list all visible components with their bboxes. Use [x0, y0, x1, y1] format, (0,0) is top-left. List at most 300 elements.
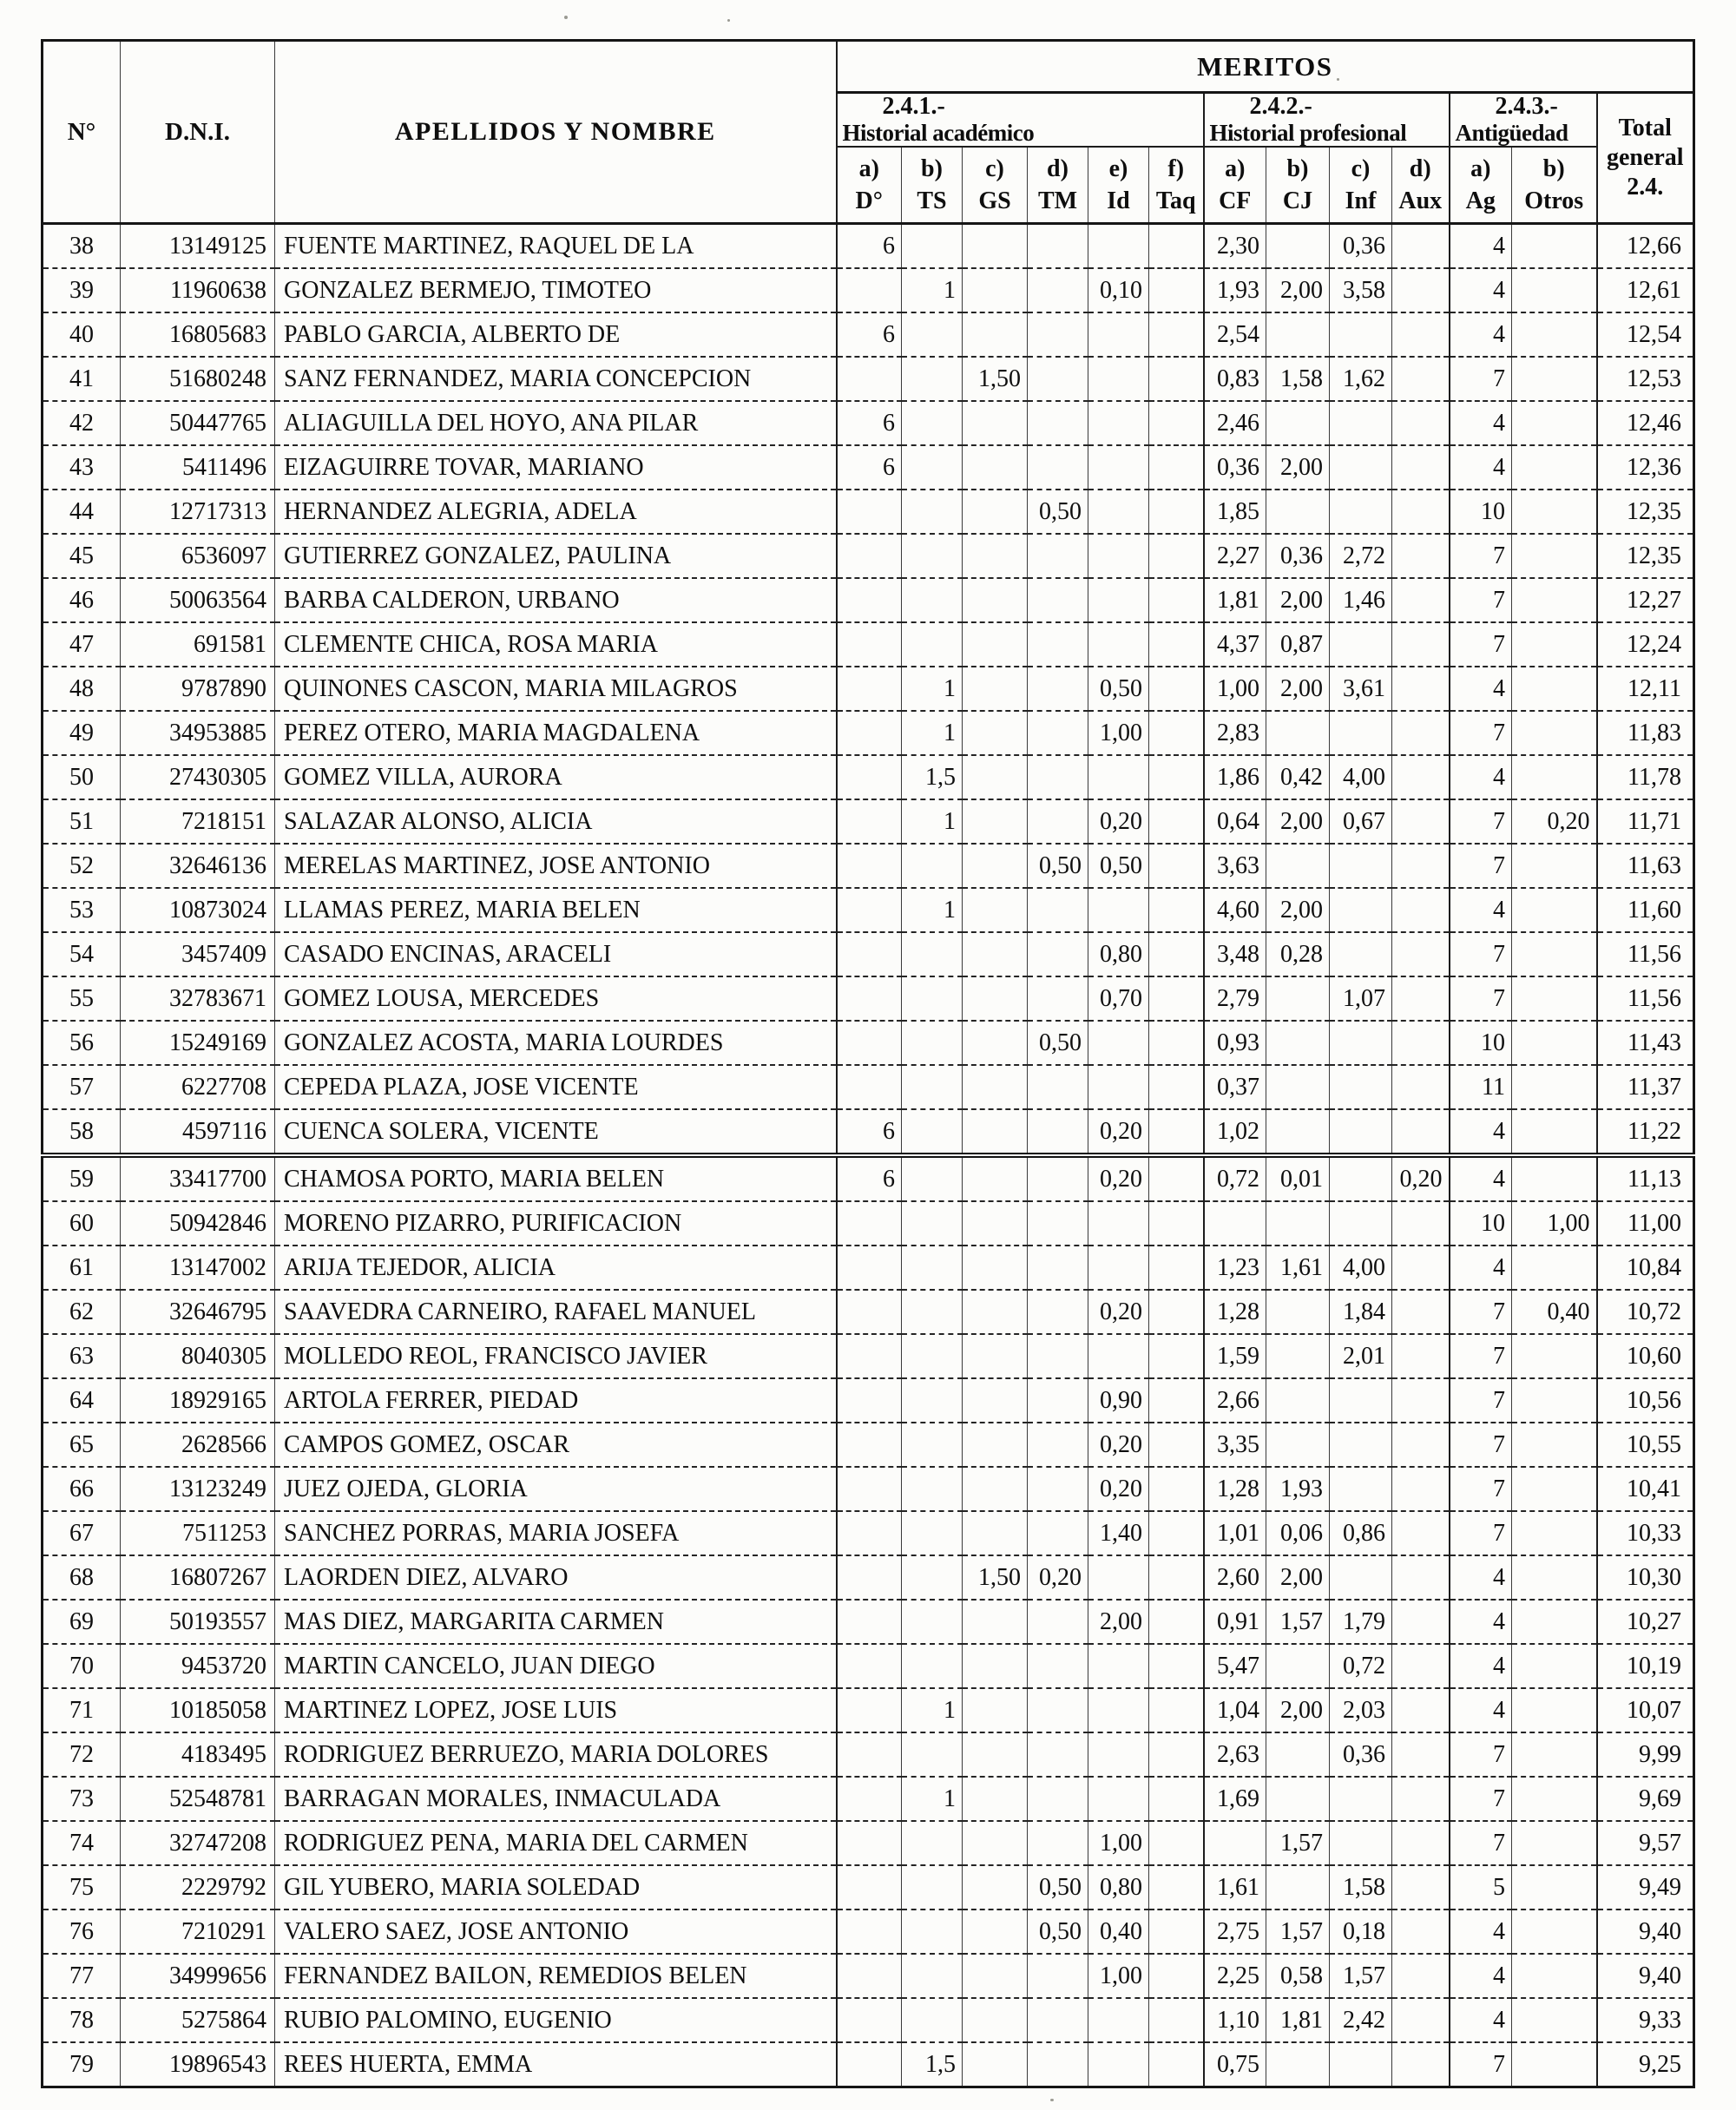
group-code: 2.4.3.- — [1495, 93, 1558, 120]
cell-taq — [1149, 1155, 1204, 1201]
cell-d — [837, 755, 902, 799]
table-row — [43, 1467, 1694, 1511]
sub-column-abbr: TM — [1037, 187, 1078, 214]
group-label: Historial profesional — [1209, 120, 1407, 146]
cell-total: 9,33 — [1597, 1998, 1694, 2042]
cell-number: 50 — [43, 755, 121, 799]
cell-cf: 1,04 — [1204, 1688, 1266, 1732]
cell-aux — [1392, 534, 1450, 578]
cell-gs — [963, 1954, 1028, 1998]
cell-gs — [963, 888, 1028, 932]
cell-otros — [1512, 1688, 1597, 1732]
cell-taq — [1149, 1865, 1204, 1910]
cell-otros — [1512, 1378, 1597, 1423]
cell-ag: 4 — [1450, 755, 1512, 799]
cell-dni: 50193557 — [121, 1600, 275, 1644]
table-row — [43, 667, 1694, 711]
cell-name: FERNANDEZ BAILON, REMEDIOS BELEN — [275, 1954, 837, 1998]
cell-taq — [1149, 401, 1204, 445]
cell-cj: 2,00 — [1266, 445, 1330, 490]
cell-cj — [1266, 1021, 1330, 1065]
cell-inf: 0,86 — [1330, 1511, 1392, 1555]
cell-taq — [1149, 888, 1204, 932]
cell-ag: 7 — [1450, 1821, 1512, 1865]
table-header — [43, 41, 1694, 224]
cell-otros — [1512, 357, 1597, 401]
cell-ag: 4 — [1450, 268, 1512, 312]
cell-dni: 13149125 — [121, 224, 275, 269]
cell-d — [837, 1644, 902, 1688]
cell-total: 10,19 — [1597, 1644, 1694, 1688]
cell-gs — [963, 1201, 1028, 1246]
cell-number: 63 — [43, 1334, 121, 1378]
cell-cf: 0,91 — [1204, 1600, 1266, 1644]
cell-ag: 7 — [1450, 1334, 1512, 1378]
cell-name: GONZALEZ BERMEJO, TIMOTEO — [275, 268, 837, 312]
merit-table — [41, 39, 1695, 2088]
cell-ts — [902, 1109, 963, 1155]
cell-ag: 4 — [1450, 224, 1512, 269]
cell-tm — [1028, 312, 1088, 357]
cell-d — [837, 667, 902, 711]
group-label: Historial académico — [842, 120, 1035, 146]
cell-otros — [1512, 1423, 1597, 1467]
cell-aux — [1392, 1467, 1450, 1511]
cell-d — [837, 1065, 902, 1109]
cell-otros — [1512, 1021, 1597, 1065]
cell-cj: 1,81 — [1266, 1998, 1330, 2042]
cell-d — [837, 1732, 902, 1777]
total-line: general — [1606, 144, 1684, 171]
cell-number: 47 — [43, 622, 121, 667]
cell-dni: 691581 — [121, 622, 275, 667]
cell-id: 0,70 — [1088, 976, 1149, 1021]
cell-tm: 0,50 — [1028, 1865, 1088, 1910]
cell-id: 0,20 — [1088, 1155, 1149, 1201]
cell-aux — [1392, 1290, 1450, 1334]
column-header-total — [1597, 93, 1694, 224]
cell-aux — [1392, 1109, 1450, 1155]
cell-otros — [1512, 401, 1597, 445]
cell-d — [837, 1998, 902, 2042]
cell-number: 43 — [43, 445, 121, 490]
cell-aux — [1392, 1021, 1450, 1065]
cell-name: ARTOLA FERRER, PIEDAD — [275, 1378, 837, 1423]
sub-column-letter: e) — [1108, 155, 1128, 182]
cell-inf — [1330, 622, 1392, 667]
cell-number: 48 — [43, 667, 121, 711]
sub-column-header-ag — [1450, 147, 1512, 224]
cell-tm: 0,50 — [1028, 490, 1088, 534]
cell-id: 1,00 — [1088, 1954, 1149, 1998]
cell-d — [837, 490, 902, 534]
cell-inf — [1330, 888, 1392, 932]
cell-name: MERELAS MARTINEZ, JOSE ANTONIO — [275, 844, 837, 888]
group-code: 2.4.1.- — [882, 93, 945, 120]
cell-gs — [963, 932, 1028, 976]
cell-total: 12,11 — [1597, 667, 1694, 711]
cell-taq — [1149, 1201, 1204, 1246]
scan-speck — [1050, 2099, 1054, 2101]
cell-tm — [1028, 401, 1088, 445]
cell-id: 0,10 — [1088, 268, 1149, 312]
sub-column-header-cf — [1204, 147, 1266, 224]
cell-gs — [963, 1290, 1028, 1334]
cell-cj — [1266, 1378, 1330, 1423]
cell-taq — [1149, 1954, 1204, 1998]
cell-inf: 2,03 — [1330, 1688, 1392, 1732]
cell-d — [837, 1201, 902, 1246]
cell-tm — [1028, 224, 1088, 269]
cell-gs — [963, 1511, 1028, 1555]
cell-inf — [1330, 312, 1392, 357]
cell-d: 6 — [837, 1155, 902, 1201]
cell-aux — [1392, 1600, 1450, 1644]
cell-aux — [1392, 268, 1450, 312]
cell-cf: 2,79 — [1204, 976, 1266, 1021]
cell-ag: 10 — [1450, 1021, 1512, 1065]
cell-tm — [1028, 1201, 1088, 1246]
cell-ts: 1,5 — [902, 755, 963, 799]
cell-id: 1,00 — [1088, 1821, 1149, 1865]
cell-id: 2,00 — [1088, 1600, 1149, 1644]
sub-column-abbr: GS — [978, 187, 1011, 214]
cell-gs: 1,50 — [963, 357, 1028, 401]
cell-taq — [1149, 578, 1204, 622]
cell-cf: 1,02 — [1204, 1109, 1266, 1155]
cell-tm — [1028, 578, 1088, 622]
cell-tm — [1028, 1821, 1088, 1865]
cell-total: 10,07 — [1597, 1688, 1694, 1732]
cell-gs — [963, 1065, 1028, 1109]
cell-total: 9,40 — [1597, 1954, 1694, 1998]
cell-cj: 1,57 — [1266, 1821, 1330, 1865]
cell-otros — [1512, 622, 1597, 667]
cell-ts — [902, 1201, 963, 1246]
cell-cj: 2,00 — [1266, 1555, 1330, 1600]
cell-id — [1088, 1334, 1149, 1378]
cell-ag: 7 — [1450, 1467, 1512, 1511]
cell-ts: 1 — [902, 268, 963, 312]
cell-cj: 2,00 — [1266, 667, 1330, 711]
cell-cj — [1266, 976, 1330, 1021]
cell-taq — [1149, 1065, 1204, 1109]
cell-cf: 0,93 — [1204, 1021, 1266, 1065]
cell-gs: 1,50 — [963, 1555, 1028, 1600]
sub-column-abbr: Inf — [1345, 187, 1377, 214]
cell-dni: 2628566 — [121, 1423, 275, 1467]
cell-name: MARTIN CANCELO, JUAN DIEGO — [275, 1644, 837, 1688]
cell-gs — [963, 1467, 1028, 1511]
cell-id — [1088, 622, 1149, 667]
cell-aux — [1392, 711, 1450, 755]
cell-aux — [1392, 799, 1450, 844]
cell-ts: 1 — [902, 711, 963, 755]
cell-aux — [1392, 1954, 1450, 1998]
group-label: Antigüedad — [1455, 120, 1568, 146]
cell-name: ARIJA TEJEDOR, ALICIA — [275, 1246, 837, 1290]
cell-number: 67 — [43, 1511, 121, 1555]
cell-total: 12,35 — [1597, 534, 1694, 578]
cell-otros — [1512, 2042, 1597, 2087]
cell-gs — [963, 490, 1028, 534]
table-row — [43, 622, 1694, 667]
cell-ts — [902, 1290, 963, 1334]
cell-tm — [1028, 799, 1088, 844]
cell-ag: 4 — [1450, 401, 1512, 445]
cell-cf: 1,81 — [1204, 578, 1266, 622]
cell-name: RODRIGUEZ BERRUEZO, MARIA DOLORES — [275, 1732, 837, 1777]
cell-name: QUINONES CASCON, MARIA MILAGROS — [275, 667, 837, 711]
cell-cf: 1,86 — [1204, 755, 1266, 799]
table-row — [43, 888, 1694, 932]
cell-gs — [963, 1600, 1028, 1644]
cell-d: 6 — [837, 401, 902, 445]
cell-inf: 0,36 — [1330, 224, 1392, 269]
cell-otros: 0,40 — [1512, 1290, 1597, 1334]
cell-number: 54 — [43, 932, 121, 976]
cell-cj — [1266, 844, 1330, 888]
cell-taq — [1149, 1732, 1204, 1777]
cell-gs — [963, 445, 1028, 490]
cell-cf: 0,37 — [1204, 1065, 1266, 1109]
cell-aux — [1392, 1732, 1450, 1777]
cell-total: 10,55 — [1597, 1423, 1694, 1467]
cell-cj: 2,00 — [1266, 1688, 1330, 1732]
cell-total: 12,66 — [1597, 224, 1694, 269]
cell-dni: 9787890 — [121, 667, 275, 711]
sub-column-letter: a) — [858, 155, 879, 182]
cell-gs — [963, 1334, 1028, 1378]
cell-aux: 0,20 — [1392, 1155, 1450, 1201]
cell-cj: 1,61 — [1266, 1246, 1330, 1290]
table-row — [43, 711, 1694, 755]
cell-name: EIZAGUIRRE TOVAR, MARIANO — [275, 445, 837, 490]
cell-inf — [1330, 1555, 1392, 1600]
cell-ts — [902, 357, 963, 401]
cell-dni: 7218151 — [121, 799, 275, 844]
cell-otros — [1512, 1246, 1597, 1290]
cell-number: 77 — [43, 1954, 121, 1998]
cell-inf: 1,84 — [1330, 1290, 1392, 1334]
cell-cj: 2,00 — [1266, 888, 1330, 932]
sub-column-header-d° — [837, 147, 902, 224]
cell-aux — [1392, 357, 1450, 401]
cell-inf: 4,00 — [1330, 1246, 1392, 1290]
cell-name: SAAVEDRA CARNEIRO, RAFAEL MANUEL — [275, 1290, 837, 1334]
cell-gs — [963, 711, 1028, 755]
sub-column-abbr: Aux — [1398, 187, 1443, 214]
cell-cf: 0,64 — [1204, 799, 1266, 844]
cell-dni: 34999656 — [121, 1954, 275, 1998]
cell-number: 39 — [43, 268, 121, 312]
cell-tm — [1028, 2042, 1088, 2087]
cell-inf — [1330, 401, 1392, 445]
cell-gs — [963, 1021, 1028, 1065]
cell-cj — [1266, 1109, 1330, 1155]
cell-total: 12,27 — [1597, 578, 1694, 622]
cell-inf — [1330, 1378, 1392, 1423]
cell-cf: 3,48 — [1204, 932, 1266, 976]
cell-gs — [963, 1910, 1028, 1954]
cell-aux — [1392, 445, 1450, 490]
cell-id: 0,50 — [1088, 844, 1149, 888]
total-line: 2.4. — [1627, 174, 1664, 200]
cell-ts — [902, 1511, 963, 1555]
cell-inf: 0,72 — [1330, 1644, 1392, 1688]
cell-dni: 5275864 — [121, 1998, 275, 2042]
cell-cf — [1204, 1821, 1266, 1865]
cell-inf — [1330, 1777, 1392, 1821]
cell-taq — [1149, 799, 1204, 844]
cell-name: SANCHEZ PORRAS, MARIA JOSEFA — [275, 1511, 837, 1555]
cell-tm — [1028, 711, 1088, 755]
cell-cf: 3,63 — [1204, 844, 1266, 888]
cell-id — [1088, 224, 1149, 269]
cell-aux — [1392, 1777, 1450, 1821]
cell-inf: 1,46 — [1330, 578, 1392, 622]
cell-cj — [1266, 1334, 1330, 1378]
cell-taq — [1149, 1644, 1204, 1688]
sub-column-abbr: CF — [1219, 187, 1252, 214]
cell-number: 73 — [43, 1777, 121, 1821]
table-row — [43, 312, 1694, 357]
cell-number: 46 — [43, 578, 121, 622]
cell-cj: 0,87 — [1266, 622, 1330, 667]
cell-aux — [1392, 1555, 1450, 1600]
cell-gs — [963, 976, 1028, 1021]
cell-tm — [1028, 1688, 1088, 1732]
cell-inf: 0,36 — [1330, 1732, 1392, 1777]
table-row — [43, 1644, 1694, 1688]
cell-ag: 4 — [1450, 1555, 1512, 1600]
cell-ag: 7 — [1450, 976, 1512, 1021]
cell-cj: 1,93 — [1266, 1467, 1330, 1511]
cell-aux — [1392, 1246, 1450, 1290]
cell-taq — [1149, 1555, 1204, 1600]
cell-cf: 3,35 — [1204, 1423, 1266, 1467]
cell-aux — [1392, 578, 1450, 622]
cell-total: 11,56 — [1597, 976, 1694, 1021]
cell-d — [837, 1954, 902, 1998]
cell-name: SANZ FERNANDEZ, MARIA CONCEPCION — [275, 357, 837, 401]
column-header-name: APELLIDOS Y NOMBRE — [275, 41, 837, 224]
cell-taq — [1149, 1246, 1204, 1290]
cell-taq — [1149, 1777, 1204, 1821]
cell-d — [837, 534, 902, 578]
cell-aux — [1392, 1201, 1450, 1246]
cell-number: 42 — [43, 401, 121, 445]
cell-gs — [963, 1109, 1028, 1155]
cell-gs — [963, 578, 1028, 622]
cell-aux — [1392, 1423, 1450, 1467]
sub-column-letter: d) — [1047, 155, 1069, 182]
cell-tm — [1028, 268, 1088, 312]
cell-cj: 1,58 — [1266, 357, 1330, 401]
cell-ts — [902, 932, 963, 976]
cell-name: HERNANDEZ ALEGRIA, ADELA — [275, 490, 837, 534]
cell-ts — [902, 578, 963, 622]
cell-tm — [1028, 976, 1088, 1021]
cell-otros — [1512, 1155, 1597, 1201]
table-row — [43, 534, 1694, 578]
cell-inf — [1330, 2042, 1392, 2087]
cell-gs — [963, 1777, 1028, 1821]
cell-number: 69 — [43, 1600, 121, 1644]
cell-inf: 1,62 — [1330, 357, 1392, 401]
cell-gs — [963, 1378, 1028, 1423]
cell-taq — [1149, 1467, 1204, 1511]
cell-tm — [1028, 1378, 1088, 1423]
cell-cj — [1266, 224, 1330, 269]
cell-total: 11,37 — [1597, 1065, 1694, 1109]
cell-total: 10,27 — [1597, 1600, 1694, 1644]
cell-total: 9,57 — [1597, 1821, 1694, 1865]
cell-d — [837, 888, 902, 932]
cell-otros: 0,20 — [1512, 799, 1597, 844]
sub-column-letter: b) — [921, 155, 943, 182]
cell-ag: 4 — [1450, 1910, 1512, 1954]
cell-ag: 4 — [1450, 1155, 1512, 1201]
table-row — [43, 976, 1694, 1021]
cell-cj — [1266, 1290, 1330, 1334]
cell-taq — [1149, 1511, 1204, 1555]
cell-d — [837, 1910, 902, 1954]
cell-id: 0,80 — [1088, 1865, 1149, 1910]
total-line: Total — [1618, 115, 1672, 141]
cell-otros — [1512, 667, 1597, 711]
sub-column-header-id — [1088, 147, 1149, 224]
cell-otros — [1512, 1334, 1597, 1378]
cell-cj — [1266, 1644, 1330, 1688]
cell-d: 6 — [837, 224, 902, 269]
cell-number: 64 — [43, 1378, 121, 1423]
cell-tm — [1028, 622, 1088, 667]
cell-gs — [963, 401, 1028, 445]
cell-tm — [1028, 1155, 1088, 1201]
cell-inf — [1330, 1155, 1392, 1201]
table-row — [43, 1555, 1694, 1600]
cell-number: 41 — [43, 357, 121, 401]
cell-ts — [902, 1821, 963, 1865]
cell-otros — [1512, 888, 1597, 932]
table-row — [43, 799, 1694, 844]
cell-taq — [1149, 1998, 1204, 2042]
group-header-profesional — [1204, 93, 1450, 148]
cell-cf: 2,83 — [1204, 711, 1266, 755]
cell-ag: 7 — [1450, 932, 1512, 976]
cell-name: CASADO ENCINAS, ARACELI — [275, 932, 837, 976]
cell-ag: 7 — [1450, 1423, 1512, 1467]
cell-cf: 0,72 — [1204, 1155, 1266, 1201]
table-row — [43, 1378, 1694, 1423]
cell-id: 1,40 — [1088, 1511, 1149, 1555]
cell-ag: 4 — [1450, 888, 1512, 932]
cell-id — [1088, 578, 1149, 622]
cell-number: 70 — [43, 1644, 121, 1688]
cell-ts: 1,5 — [902, 2042, 963, 2087]
cell-name: CAMPOS GOMEZ, OSCAR — [275, 1423, 837, 1467]
cell-total: 9,25 — [1597, 2042, 1694, 2087]
cell-ag: 4 — [1450, 1954, 1512, 1998]
cell-gs — [963, 312, 1028, 357]
cell-cj: 1,57 — [1266, 1600, 1330, 1644]
cell-ts — [902, 1378, 963, 1423]
cell-ag: 7 — [1450, 844, 1512, 888]
cell-otros — [1512, 445, 1597, 490]
cell-number: 45 — [43, 534, 121, 578]
sub-column-header-tm — [1028, 147, 1088, 224]
